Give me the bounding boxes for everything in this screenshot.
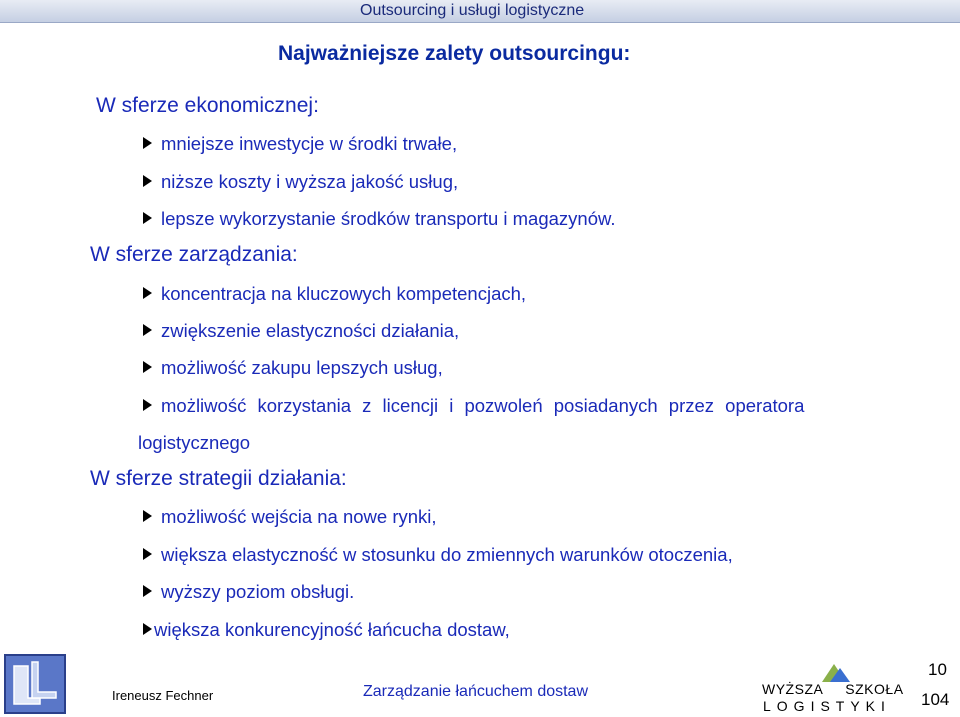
course-name: Zarządzanie łańcuchem dostaw — [363, 683, 589, 700]
list-item: większa konkurencyjność łańcucha dostaw, — [143, 619, 510, 641]
author-name: Ireneusz Fechner — [112, 688, 214, 703]
section-heading-strategy: W sferze strategii działania: — [90, 467, 347, 490]
list-item: koncentracja na kluczowych kompetencjach, — [143, 283, 526, 305]
top-header-bar — [0, 0, 960, 23]
section-heading-economic: W sferze ekonomicznej: — [96, 94, 319, 117]
bullet-triangle-icon — [143, 623, 152, 635]
bullet-triangle-icon — [143, 399, 152, 411]
list-item: możliwość zakupu lepszych usług, — [143, 357, 443, 379]
bullet-triangle-icon — [143, 212, 152, 224]
list-item: mniejsze inwestycje w środki trwałe, — [143, 133, 457, 155]
list-item: możliwość wejścia na nowe rynki, — [143, 506, 437, 528]
bullet-triangle-icon — [143, 324, 152, 336]
header-title: Outsourcing i usługi logistyczne — [360, 2, 585, 19]
list-item: lepsze wykorzystanie środków transportu i magazynów. — [143, 208, 615, 230]
total-pages: 104 — [921, 690, 950, 709]
bullet-triangle-icon — [143, 361, 152, 373]
section-heading-management: W sferze zarządzania: — [90, 243, 298, 266]
list-item: zwiększenie elastyczności działania, — [143, 320, 459, 342]
list-item: wyższy poziom obsługi. — [143, 581, 354, 603]
university-logo-icon — [4, 654, 66, 714]
bullet-triangle-icon — [143, 137, 152, 149]
slide-title: Najważniejsze zalety outsourcingu: — [278, 42, 631, 65]
school-name-line1: WYŻSZA SZKOŁA — [762, 681, 904, 697]
bullet-triangle-icon — [143, 287, 152, 299]
list-item: możliwość korzystania z licencji i pozwoleń posiadanych przez operatora — [143, 395, 804, 417]
school-name-line2: LOGISTYKI — [763, 698, 891, 714]
list-item-continuation: logistycznego — [138, 432, 251, 453]
list-item: większa elastyczność w stosunku do zmiennych warunków otoczenia, — [143, 544, 733, 566]
page-number: 10 — [928, 660, 947, 679]
bullet-triangle-icon — [143, 585, 152, 597]
bullet-triangle-icon — [143, 548, 152, 560]
list-item: niższe koszty i wyższa jakość usług, — [143, 171, 458, 193]
bullet-triangle-icon — [143, 510, 152, 522]
bullet-triangle-icon — [143, 175, 152, 187]
